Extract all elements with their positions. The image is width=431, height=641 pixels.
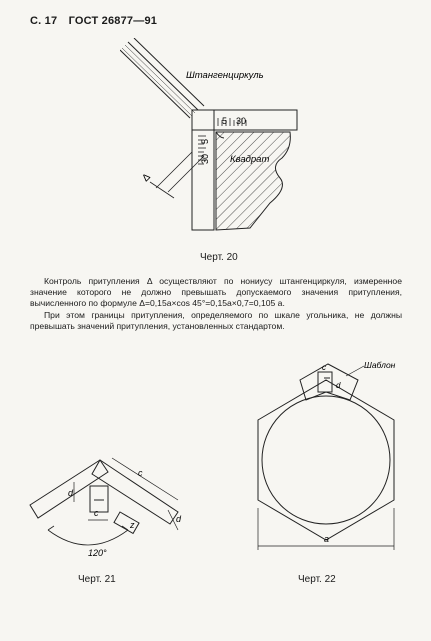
label-a: a [324,534,330,544]
figure-21-caption: Черт. 21 [78,574,116,585]
template-tooth [90,486,108,512]
label-c: c [322,363,326,372]
standard-code: ГОСТ 26877—91 [68,15,158,27]
page-number: С. 17 [30,15,58,27]
page-header [30,15,165,27]
angle-arc [48,530,128,545]
square-section [216,132,290,230]
paragraph-1: Контроль притупления Δ осуществляют по нониусу штангенциркуля, измеренное значение которого не должно превышать допускаемого значения притупления, вычисленного по формуле Δ=0,15a×cos 45°=0,15a×0,7=0,105 a. [30,276,402,309]
figure-20-caption: Черт. 20 [200,252,238,263]
scale-tick-30-vertical: 30 [200,153,210,164]
label-c-inner: c [94,508,99,518]
template-label: Шаблон [364,360,396,370]
delta-label: Δ [140,171,153,185]
vertical-scale [192,110,214,230]
body-text [30,276,402,332]
label-z: z [130,520,135,530]
label-c-top: c [138,468,143,478]
label-d-left: d [68,488,74,498]
caliper-label: Штангенциркуль [186,70,264,81]
inscribed-circle [262,396,390,524]
figure-21-drawing [28,450,193,565]
label-d-right: d [176,514,182,524]
hexagon-nut [258,380,394,540]
scale-tick-5-vertical: 5 [200,138,210,144]
scale-tick-5: 5 [222,116,228,126]
figure-22-drawing [238,358,408,558]
figure-20-drawing [120,38,320,243]
figure-22-caption: Черт. 22 [298,574,336,585]
scale-tick-30: 30 [236,116,247,126]
angle-label: 120° [88,548,107,558]
square-label: Квадрат [230,154,270,165]
paragraph-2: При этом границы притупления, определяемого по шкале угольника, не должны превышать значений притупления, установленных стандартом. [30,309,402,331]
label-d: d [336,381,341,390]
